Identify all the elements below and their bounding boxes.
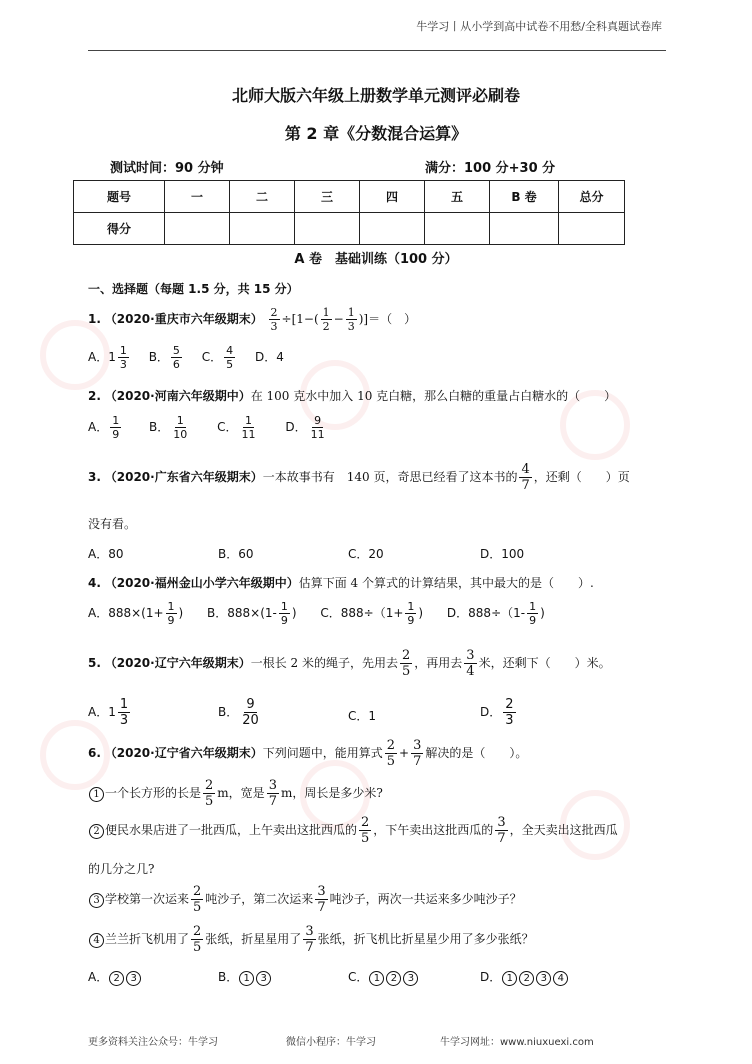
section-1-title: 一、选择题（每题 1.5 分，共 15 分） (88, 282, 299, 296)
score-cell[interactable] (490, 213, 559, 245)
header-divider (88, 50, 666, 51)
table-header-cell: 二 (230, 181, 295, 213)
header-text: 牛学习丨从小学到高中试卷不用愁/全科真题试卷库 (416, 20, 662, 33)
footer-website: 牛学习网址：www.niuxuexi.com (440, 1037, 594, 1048)
table-row-label: 得分 (74, 213, 165, 245)
question-6-item-3: 3 学校第一次运来 $\frac{2}{5}$ 吨沙子，第二次运来 $\frac{3}{7}$ 吨沙子，两次一共运来多少吨沙子？ (88, 884, 522, 915)
question-6-item-1: 1 一个长方形的长是 $\frac{2}{5}$ m，宽是 $\frac{3}{7}$ m，周长是多少米? (88, 778, 383, 809)
question-5-options: A．1 $\frac{1}{3}$ B． $\frac{9}{20}$ C．1 D． $\frac{2}{3}$ (88, 697, 514, 728)
question-1-options: A．1 $\frac{1}{3}$ B． $\frac{5}{6}$ C． $\frac{4}{5}$ D．4 (88, 344, 284, 371)
score-cell[interactable] (559, 213, 625, 245)
score-table (73, 180, 625, 245)
score-cell[interactable] (295, 213, 360, 245)
footer-mini-program: 微信小程序：牛学习 (286, 1037, 376, 1048)
table-header-cell: 题号 (74, 181, 165, 213)
table-row (74, 213, 625, 245)
exam-page: 牛学习丨从小学到高中试卷不用愁/全科真题试卷库 北师大版六年级上册数学单元测评必刷卷 第 2 章《分数混合运算》 测试时间：90 分钟 满分：100 分+30 分 题号 一 二 三 四 五 B 卷 总分 得分 A 卷 基础训练（100 分） 一、选择题（每题 1.5 分，共 15 分） 1. （2020·重庆市六年级期末） $\frac{2}{3}$ ÷[1−( $\frac{1}{2}$ − $\frac{1}{3}$ )]＝（ ） A．1 $\frac{1}{3}$ B． $\frac{5}{6}$ C． $\frac{4}{5}$ D．4 2. （2020·河南六年级期中）在 100 克水中加入 10 克白糖，那么白糖的重量占白糖水的（ ） A． $\frac{1}{9}$ B． $\frac{1}{10}$ C． $\frac{1}{11}$ D． $\frac{9}{11}$ 3. （2020·广东省六年级期末）一本故事书有 140 页，奇思已经看了这本书的 $\frac{4}{7}$ ，还剩（ ）页 没有看。 A．80 B．60 C．20 D．100 4. （2020·福州金山小学六年级期中）估算下面 4 个算式的计算结果，其中最大的是（ ）. A．888×(1+ $\frac{1}{9}$ ) B．888×(1- $\frac{1}{9}$ ) C．888÷（1+ $\frac{1}{9}$ ) D．888÷（1- $\frac{1}{9}$ ) 5. （2020·辽宁六年级期末）一根长 2 米的绳子，先用去 $\frac{2}{5}$ ，再用去 $\frac{3}{4}$ 米，还剩下（ ）米。 A．1 $\frac{1}{3}$ B． $\frac{9}{20}$ C．1 D． $\frac{2}{3}$ 6. （2020·辽宁省六年级期末）下列问题中，能用算式 $\frac{2}{5}$ + $\frac{3}{7}$ 解决的是（ ）。 1 一个长方形的长是 $\frac{2}{5}$ m，宽是 $\frac{3}{7}$ m，周长是多少米? 2 便民水果店进了一批西瓜，上午卖出这批西瓜的 $\frac{2}{5}$ ，下午卖出这批西瓜的 $\frac{3}{7}$ ，全天卖出这批西瓜 的几分之几? 3 学校第一次运来 $\frac{2}{5}$ 吨沙子，第二次运来 $\frac{3}{7}$ 吨沙子，两次一共运来多少吨沙子？ 4 兰兰折飞机用了 $\frac{2}{5}$ 张纸，折星星用了 $\frac{3}{7}$ 张纸，折飞机比折星星少用了多少张纸？ A． 2 3 B． 1 3 C． 1 2 3 D． 1 2 3 4 更多资料关注公众号：牛学习 微信小程序：牛学习 牛学习网址：www.niuxuexi.com (0, 0, 752, 1064)
question-6-item-4: 4 兰兰折飞机用了 $\frac{2}{5}$ 张纸，折星星用了 $\frac{3}{7}$ 张纸，折飞机比折星星少用了多少张纸？ (88, 924, 534, 955)
table-header-cell: B 卷 (490, 181, 559, 213)
question-2-options: A． $\frac{1}{9}$ B． $\frac{1}{10}$ C． $\frac{1}{11}$ D． $\frac{9}{11}$ (88, 414, 325, 441)
table-row (74, 181, 625, 213)
question-1: 1. （2020·重庆市六年级期末） $\frac{2}{3}$ ÷[1−( $\frac{1}{2}$ − $\frac{1}{3}$ )]＝（ ） (88, 306, 417, 333)
chapter-title: 第 2 章《分数混合运算》 (284, 124, 468, 143)
full-score: 满分：100 分+30 分 (425, 161, 556, 176)
table-header-cell: 一 (165, 181, 230, 213)
question-6-item-2: 2 便民水果店进了一批西瓜，上午卖出这批西瓜的 $\frac{2}{5}$ ，下午卖出这批西瓜的 $\frac{3}{7}$ ，全天卖出这批西瓜 (88, 815, 618, 846)
question-6-item-2-line2: 的几分之几? (88, 862, 155, 876)
table-header-cell: 四 (360, 181, 425, 213)
score-cell[interactable] (425, 213, 490, 245)
footer-official-account: 更多资料关注公众号：牛学习 (88, 1037, 218, 1048)
table-header-cell: 五 (425, 181, 490, 213)
question-6: 6. （2020·辽宁省六年级期末）下列问题中，能用算式 $\frac{2}{5}$ + $\frac{3}{7}$ 解决的是（ ）。 (88, 738, 528, 769)
table-header-cell: 三 (295, 181, 360, 213)
score-cell[interactable] (165, 213, 230, 245)
score-cell[interactable] (230, 213, 295, 245)
question-3-line2: 没有看。 (88, 517, 137, 531)
question-2: 2. （2020·河南六年级期中）在 100 克水中加入 10 克白糖，那么白糖的重量占白糖水的（ ） (88, 389, 617, 403)
test-time: 测试时间：90 分钟 (110, 161, 224, 176)
question-4-options: A．888×(1+ $\frac{1}{9}$ ) B．888×(1- $\frac{1}{9}$ ) C．888÷（1+ $\frac{1}{9}$ ) D．888÷（1- $\frac{1}{9}$ ) (88, 600, 545, 627)
section-a-title: A 卷 基础训练（100 分） (294, 252, 458, 267)
page-title: 北师大版六年级上册数学单元测评必刷卷 (231, 86, 520, 105)
question-3: 3. （2020·广东省六年级期末）一本故事书有 140 页，奇思已经看了这本书的 $\frac{4}{7}$ ，还剩（ ）页 (88, 462, 630, 493)
score-cell[interactable] (360, 213, 425, 245)
question-4: 4. （2020·福州金山小学六年级期中）估算下面 4 个算式的计算结果，其中最大的是（ ）. (88, 576, 594, 590)
question-5: 5. （2020·辽宁六年级期末）一根长 2 米的绳子，先用去 $\frac{2}{5}$ ，再用去 $\frac{3}{4}$ 米，还剩下（ ）米。 (88, 648, 611, 679)
table-header-cell: 总分 (559, 181, 625, 213)
